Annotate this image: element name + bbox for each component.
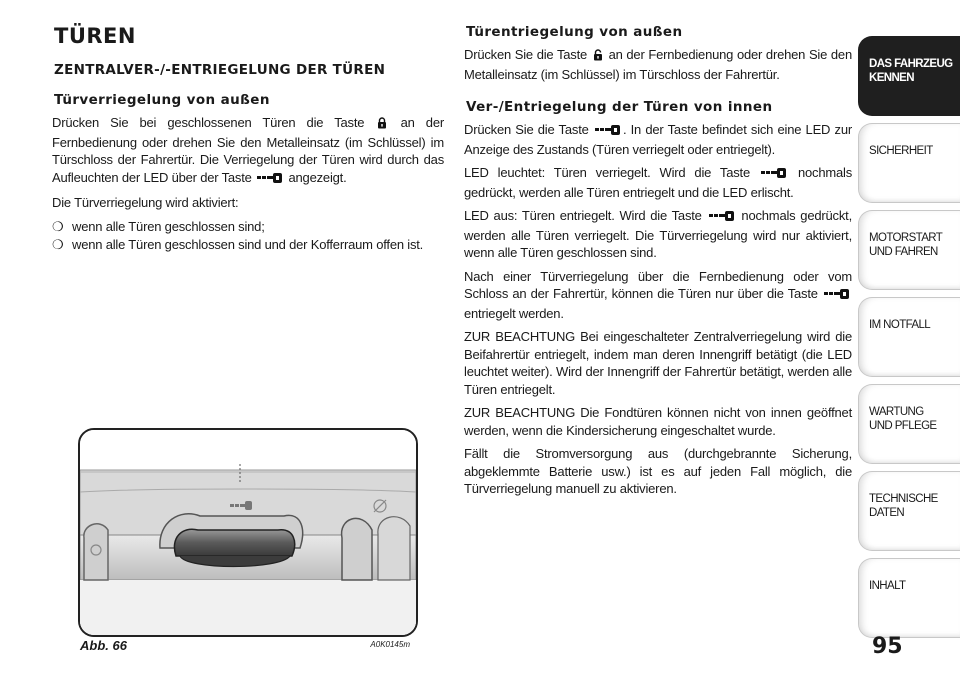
paragraph-lock-outside xyxy=(52,114,444,188)
text-segment: Nach einer Türverriegelung über die Fernbedienung oder vom Schloss an der Fahrertür, können die Türen nur über die Taste xyxy=(464,268,852,301)
tab-label: INHALT xyxy=(869,580,906,592)
figure xyxy=(78,428,414,653)
key-icon xyxy=(595,123,621,141)
padlock-icon xyxy=(377,116,387,134)
tab-label: MOTORSTART UND FAHREN xyxy=(869,232,943,258)
tab-label: WARTUNG UND PFLEGE xyxy=(869,406,937,432)
text-segment: Drücken Sie die Taste xyxy=(464,47,588,62)
tab-das-fahrzeug-kennen[interactable] xyxy=(858,36,960,116)
tab-technische-daten[interactable] xyxy=(858,471,960,551)
page-number: 95 xyxy=(872,634,903,659)
text-segment: LED aus: Türen entriegelt. Wird die Taste xyxy=(464,208,702,223)
text-segment: an der Fernbedienung oder drehen Sie den Metalleinsatz (im Schlüssel) im Türschloss der Fahrertür. Die Verriegelung der Türen wird durch das Aufleuchten der LED über der Taste xyxy=(52,115,444,185)
figure-code: A0K0145m xyxy=(370,640,410,649)
right-column xyxy=(464,24,852,504)
key-icon xyxy=(761,166,787,184)
paragraph-led-on xyxy=(464,164,852,201)
heading-unlock-outside: Türentriegelung von außen xyxy=(466,24,683,40)
tab-wartung[interactable] xyxy=(858,384,960,464)
tab-label: SICHERHEIT xyxy=(869,145,933,157)
paragraph-note-child-lock: ZUR BEACHTUNG Die Fondtüren können nicht von innen geöffnet werden, wenn die Kindersicherung eingeschaltet wurde. xyxy=(464,405,852,438)
text-segment: . In der Taste befindet sich eine LED zur Anzeige des Zustands (Türen verriegelt oder entriegelt). xyxy=(464,122,852,157)
tab-inhalt[interactable] xyxy=(858,558,960,638)
list-item-text: wenn alle Türen geschlossen sind und der Kofferraum offen ist. xyxy=(72,236,424,252)
tab-label: DAS FAHRZEUG KENNEN xyxy=(869,58,953,84)
key-icon xyxy=(824,287,850,305)
heading-lock-outside: Türverriegelung von außen xyxy=(54,92,270,108)
text-segment: entriegelt werden. xyxy=(464,305,564,321)
paragraph-after-remote xyxy=(464,268,852,323)
paragraph-unlock-outside xyxy=(464,46,852,83)
page-title: TÜREN xyxy=(54,24,136,48)
paragraph-inside-button xyxy=(464,121,852,158)
paragraph-activation: Die Türverriegelung wird aktiviert: xyxy=(52,195,239,210)
tab-label: IM NOTFALL xyxy=(869,319,931,331)
bullet-list xyxy=(52,218,444,254)
padlock-open-icon xyxy=(593,48,603,66)
paragraph-note-passenger: ZUR BEACHTUNG Bei eingeschalteter Zentralverriegelung wird die Beifahrertür entriegelt, indem man deren Innengriff betätigt (die LED leuchtet weiter). Wird der Innengriff der Fahrertür betätigt, werden alle Türen entriegelt. xyxy=(464,329,852,397)
text-segment: nochmals gedrückt, werden alle Türen entriegelt und die LED erlischt. xyxy=(464,165,852,200)
paragraph-power-failure: Fällt die Stromversorgung aus (durchgebrannte Sicherung, abgeklemmte Batterie usw.) ist es auf jeden Fall möglich, die Türverriegelung manuell zu aktivieren. xyxy=(464,446,852,496)
chapter-tabs xyxy=(858,36,960,645)
text-segment: nochmals gedrückt, werden alle Türen verriegelt. Die Türverriegelung wird nur aktiviert, wenn alle Türen geschlossen sind. xyxy=(464,208,852,260)
tab-sicherheit[interactable] xyxy=(858,123,960,203)
list-item xyxy=(52,236,444,254)
text-segment: Drücken Sie die Taste xyxy=(464,122,589,137)
text-segment: angezeigt. xyxy=(288,169,347,185)
paragraph-led-off xyxy=(464,207,852,262)
text-segment: Drücken Sie bei geschlossenen Türen die Taste xyxy=(52,115,365,130)
tab-im-notfall[interactable] xyxy=(858,297,960,377)
key-icon xyxy=(257,171,283,189)
key-icon xyxy=(709,209,735,227)
left-column xyxy=(52,24,444,254)
text-segment: an der Fernbedienung oder drehen Sie den Metalleinsatz (im Schlüssel) im Türschloss der Fahrertür. xyxy=(464,47,852,82)
figure-illustration xyxy=(78,428,418,637)
tab-label: TECHNISCHE DATEN xyxy=(869,493,938,519)
text-segment: LED leuchtet: Türen verriegelt. Wird die Taste xyxy=(464,165,750,180)
heading-lock-inside: Ver-/Entriegelung der Türen von innen xyxy=(466,99,773,115)
list-item xyxy=(52,218,444,236)
section-subtitle: ZENTRALVER-/-ENTRIEGELUNG DER TÜREN xyxy=(54,62,386,78)
tab-motorstart[interactable] xyxy=(858,210,960,290)
figure-caption: Abb. 66 xyxy=(80,638,127,653)
list-item-text: wenn alle Türen geschlossen sind; xyxy=(72,218,265,234)
bullet-circle-icon: ❍ xyxy=(52,236,64,252)
bullet-circle-icon: ❍ xyxy=(52,218,64,234)
